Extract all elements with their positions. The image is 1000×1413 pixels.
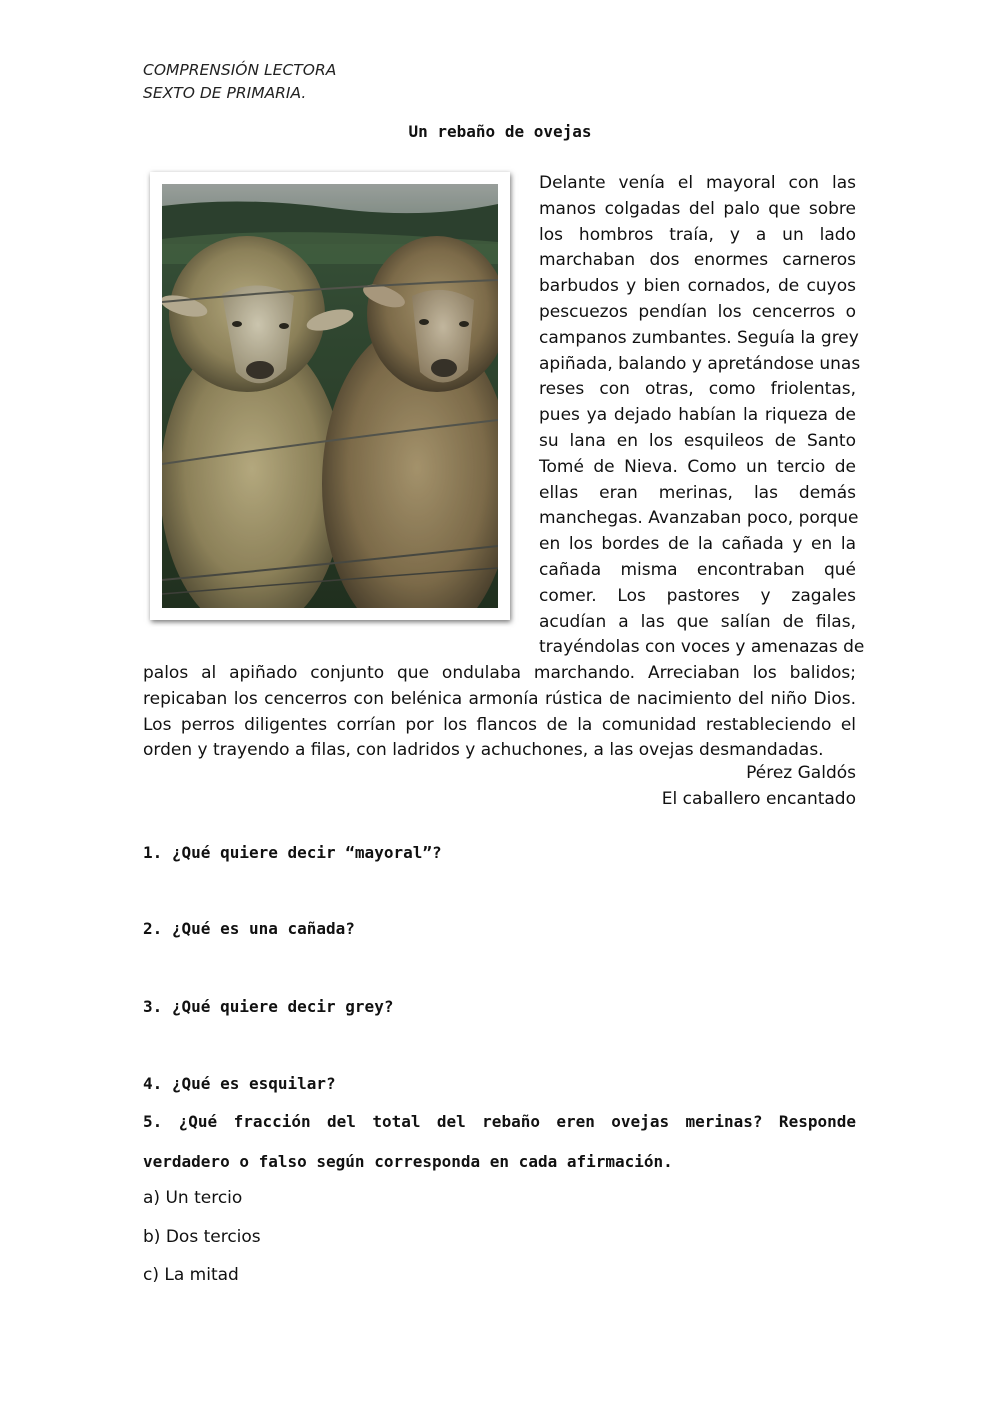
text-line: Delante venía el mayoral con las <box>539 173 856 193</box>
question-2: 2. ¿Qué es una cañada? <box>143 919 355 938</box>
question-3: 3. ¿Qué quiere decir grey? <box>143 997 394 1016</box>
question-5-line-1: 5. ¿Qué fracción del total del rebaño eren ovejas merinas? Responde <box>143 1112 856 1131</box>
text-line: repicaban los cencerros con belénica armonía rústica de nacimiento del niño Dios. <box>143 688 856 709</box>
option-a: a) Un tercio <box>143 1188 243 1208</box>
text-line: pues ya dejado habían la riqueza de <box>539 405 856 426</box>
text-line: reses con otras, como friolentas, <box>539 379 856 400</box>
text-line: Los perros diligentes corrían por los flancos de la comunidad restableciendo el <box>143 714 856 735</box>
option-b: b) Dos tercios <box>143 1227 261 1247</box>
work-title: El caballero encantado <box>661 789 856 809</box>
question-1: 1. ¿Qué quiere decir “mayoral”? <box>143 843 442 862</box>
text-line: su lana en los esquileos de Santo <box>539 430 856 451</box>
text-line: comer. Los pastores y zagales <box>539 585 856 606</box>
sheep-photo <box>150 172 510 620</box>
worksheet-header <box>143 59 336 105</box>
text-line: pescuezos pendían los cencerros o <box>539 301 856 322</box>
text-line: campanos zumbantes. Seguía la grey <box>539 327 859 348</box>
sheep-photo-image <box>162 184 498 608</box>
option-c: c) La mitad <box>143 1265 239 1285</box>
question-4: 4. ¿Qué es esquilar? <box>143 1074 336 1093</box>
text-line: acudían a las que salían de filas, <box>539 611 856 632</box>
text-line: en los bordes de la cañada y en la <box>539 534 856 555</box>
question-5-line-2: verdadero o falso según corresponda en cada afirmación. <box>143 1152 673 1171</box>
reading-title: Un rebaño de ovejas <box>408 122 592 141</box>
text-line: orden y trayendo a filas, con ladridos y achuchones, a las ovejas desmandadas. <box>143 740 824 761</box>
text-line: trayéndolas con voces y amenazas de <box>539 637 865 658</box>
header-grade: SEXTO DE PRIMARIA. <box>143 84 307 102</box>
author-name: Pérez Galdós <box>746 763 856 783</box>
text-line: manchegas. Avanzaban poco, porque <box>539 508 859 529</box>
reading-paragraph-full <box>143 661 856 764</box>
text-line: Tomé de Nieva. Como un tercio de <box>539 456 856 477</box>
text-line: apiñada, balando y apretándose unas <box>539 353 861 374</box>
text-line: barbudos y bien cornados, de cuyos <box>539 276 856 297</box>
text-line: manos colgadas del palo que sobre <box>539 198 856 219</box>
text-line: cañada misma encontraban qué <box>539 559 856 580</box>
text-line: ellas eran merinas, las demás <box>539 482 856 503</box>
header-subject: COMPRENSIÓN LECTORA <box>143 61 337 79</box>
reading-paragraph-wrapped <box>539 171 865 661</box>
text-line: marchaban dos enormes carneros <box>539 250 856 271</box>
text-line: los hombros traía, y a un lado <box>539 224 856 245</box>
text-line: palos al apiñado conjunto que ondulaba marchando. Arreciaban los balidos; <box>143 663 856 683</box>
